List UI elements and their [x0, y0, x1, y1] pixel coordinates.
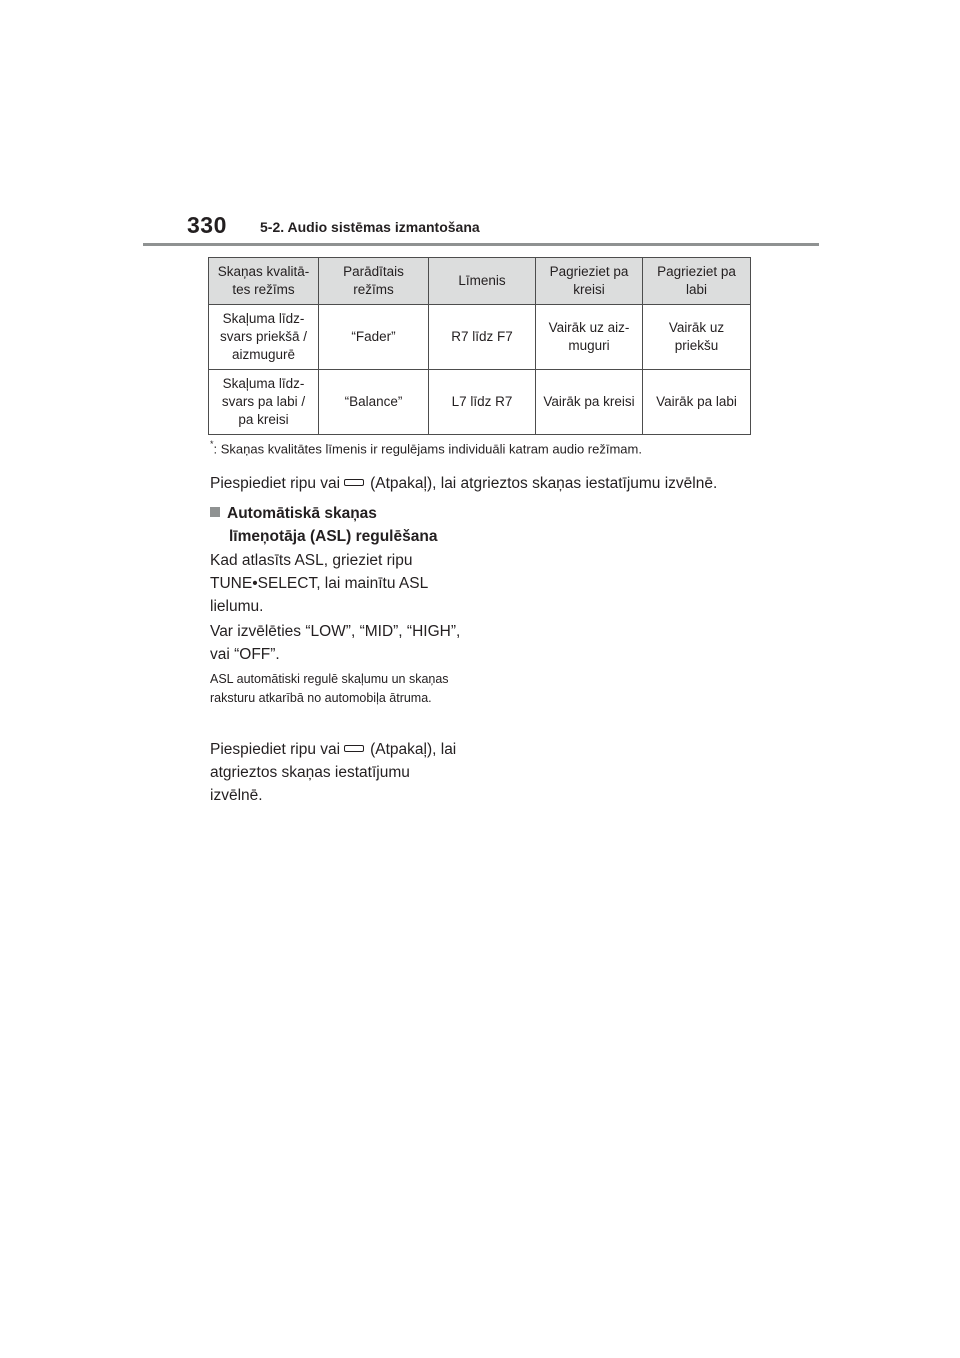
- table-row: [209, 305, 751, 370]
- asl-heading: [210, 502, 437, 548]
- asl-heading-line2: līmeņotāja (ASL) regulēšana: [229, 528, 438, 545]
- asl-options: Var izvēlēties “LOW”, “MID”, “HIGH”, vai “OFF”.: [210, 623, 461, 663]
- table-header-row: [209, 258, 751, 305]
- return2-text-after: (Atpakaļ), lai: [370, 741, 457, 758]
- footnote: [210, 440, 642, 456]
- footnote-text: : Skaņas kvalitātes līmenis ir regulējams individuāli katram audio režīmam.: [213, 441, 642, 457]
- table-body: [209, 305, 751, 435]
- table-cell: R7 līdz F7: [429, 305, 536, 370]
- return-instruction-2: [210, 738, 480, 807]
- page-number: 330: [187, 212, 227, 238]
- square-bullet-icon: [210, 507, 220, 517]
- table-cell: Vairāk uz priekšu: [643, 305, 751, 370]
- header-rule: [143, 243, 819, 246]
- table-cell: Vairāk pa labi: [643, 370, 751, 435]
- section-title: 5-2. Audio sistēmas izmantošana: [260, 219, 480, 235]
- table-cell: “Balance”: [319, 370, 429, 435]
- table-header-cell: Pagrieziet pa kreisi: [536, 258, 643, 305]
- return-instruction: [210, 472, 770, 495]
- table-header-cell: Parādītais režīms: [319, 258, 429, 305]
- footnote-marker: *: [210, 439, 214, 449]
- back-button-icon: [344, 745, 364, 752]
- table-row: [209, 370, 751, 435]
- return2-text-before: Piespiediet ripu vai: [210, 741, 341, 758]
- return2-line3: izvēlnē.: [210, 787, 263, 804]
- table-header-cell: Līmenis: [429, 258, 536, 305]
- table-cell: Skaļuma līdz- svars priekšā / aizmugurē: [209, 305, 319, 370]
- sound-quality-table: [208, 257, 751, 435]
- return-text-before: Piespiediet ripu vai: [210, 475, 341, 492]
- return-text-after: (Atpakaļ), lai atgrieztos skaņas iestatījumu izvēlnē.: [370, 475, 718, 492]
- table-header-cell: Pagrieziet pa labi: [643, 258, 751, 305]
- table-header-cell: Skaņas kvalitā- tes režīms: [209, 258, 319, 305]
- asl-note: ASL automātiski regulē skaļumu un skaņas raksturu atkarībā no automobiļa ātruma.: [210, 672, 449, 705]
- table-cell: Vairāk pa kreisi: [536, 370, 643, 435]
- back-button-icon: [344, 479, 364, 486]
- table-cell: L7 līdz R7: [429, 370, 536, 435]
- table-cell: Skaļuma līdz- svars pa labi / pa kreisi: [209, 370, 319, 435]
- asl-instruction: Kad atlasīts ASL, grieziet ripu TUNE•SELECT, lai mainītu ASL lielumu.: [210, 552, 428, 615]
- return2-line2: atgrieztos skaņas iestatījumu: [210, 764, 410, 781]
- table-cell: Vairāk uz aiz- muguri: [536, 305, 643, 370]
- asl-heading-line1: Automātiskā skaņas: [227, 505, 377, 522]
- table-cell: “Fader”: [319, 305, 429, 370]
